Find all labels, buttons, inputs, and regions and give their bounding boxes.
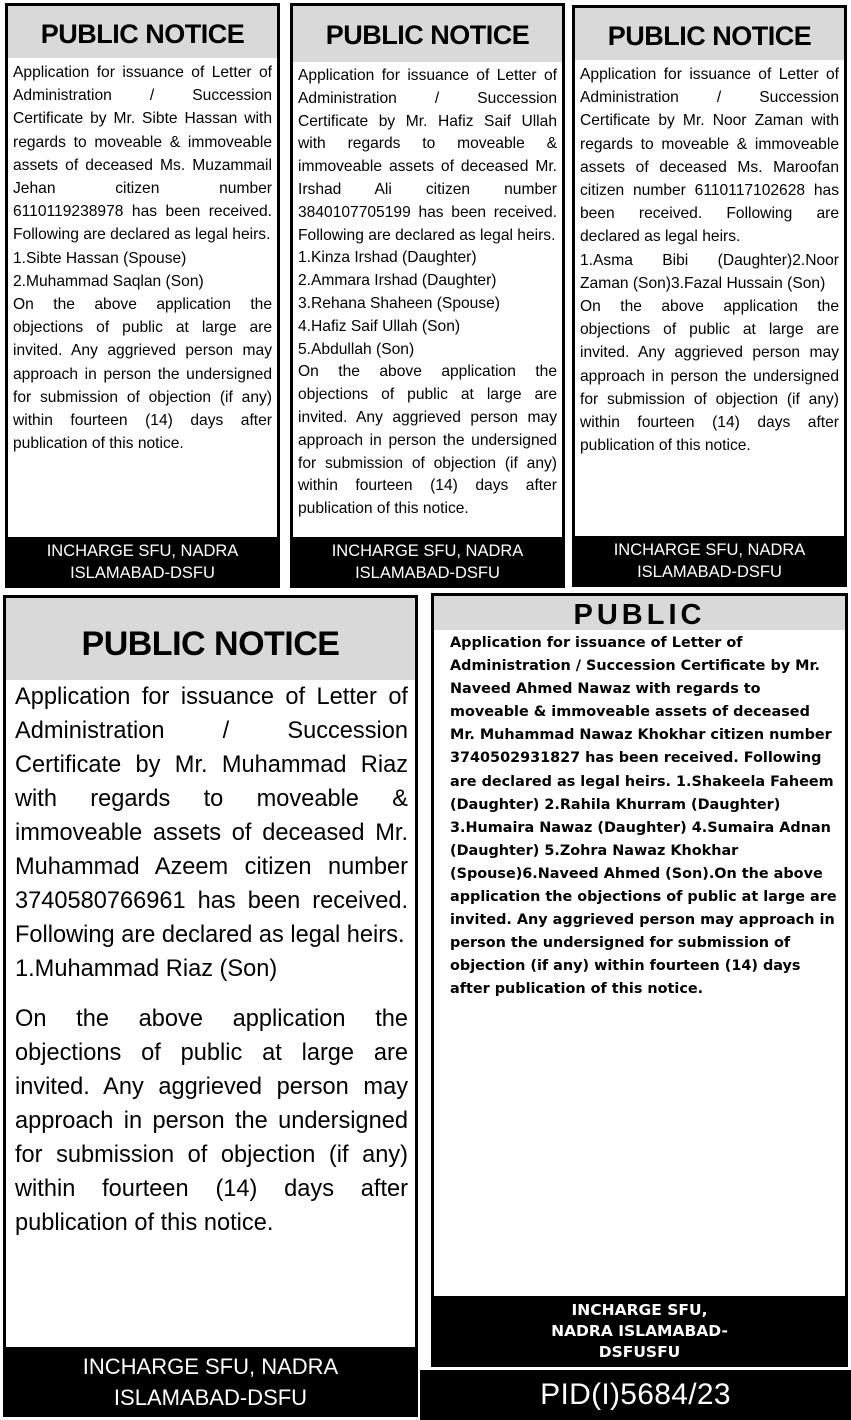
footer-line: DSFUSFU: [598, 1343, 681, 1361]
notice-footer: [293, 537, 562, 585]
notice-title: PUBLIC: [434, 596, 845, 630]
heir-item: 2.Muhammad Saqlan (Son): [13, 272, 204, 290]
notice-title: PUBLIC NOTICE: [8, 6, 277, 58]
footer-line: INCHARGE SFU, NADRA: [82, 1354, 339, 1379]
notice-closing: On the above application the objections of public at large are invited. Any aggrieved person may approach in person the undersigned for submission of objection (if any) within fourteen (14) days after publication of this notice.: [298, 363, 557, 518]
footer-line: INCHARGE SFU, NADRA: [613, 541, 806, 559]
notice-title: PUBLIC NOTICE: [293, 6, 562, 62]
public-notice-1: [5, 3, 280, 588]
footer-line: ISLAMABAD-DSFU: [355, 564, 500, 582]
footer-line: ISLAMABAD-DSFU: [70, 564, 215, 582]
notice-text: Application for issuance of Letter of Administration / Succession Certificate by Mr. Sibte Hassan with regards to moveable & immoveable assets of deceased Ms. Muzammail Jehan citizen number 6110119238978 has been received. Following are declared as legal heirs.: [13, 64, 272, 244]
heir-item: 2.Ammara Irshad (Daughter): [298, 272, 497, 290]
footer-line: INCHARGE SFU,: [571, 1301, 708, 1319]
notice-body: [434, 630, 845, 1296]
notice-closing: On the above application the objections of public at large are invited. Any aggrieved person may approach in person the undersigned for submission of objection (if any) within fourteen (14) days after publication of this notice.: [13, 296, 272, 453]
footer-line: ISLAMABAD-DSFU: [113, 1385, 308, 1410]
public-notice-2: [290, 3, 565, 588]
notice-footer: [6, 1347, 415, 1417]
pid-code: PID(I)5684/23: [420, 1370, 851, 1420]
heir-item: 5.Abdullah (Son): [298, 340, 415, 358]
heir-item: 4.Hafiz Saif Ullah (Son): [298, 317, 461, 335]
footer-line: ISLAMABAD-DSFU: [637, 563, 782, 581]
notice-text: Application for issuance of Letter of Administration / Succession Certificate by Mr. Noor Zaman with regards to moveable & immoveable assets of deceased Ms. Maroofan citizen number 6110117102628 has been received. Following are declared as legal heirs.: [580, 66, 839, 246]
public-notice-3: [572, 5, 847, 587]
heir-item: 1.Sibte Hassan (Spouse): [13, 249, 187, 267]
notice-body: [8, 58, 277, 537]
notice-body: [6, 680, 415, 1347]
notice-footer: [434, 1296, 845, 1364]
notice-title: PUBLIC NOTICE: [6, 598, 415, 680]
heir-item: 1.Kinza Irshad (Daughter): [298, 249, 477, 267]
heir-item: 3.Rehana Shaheen (Spouse): [298, 294, 501, 312]
notice-body: [293, 62, 562, 537]
notice-title: PUBLIC NOTICE: [575, 8, 844, 60]
footer-line: INCHARGE SFU, NADRA: [46, 542, 239, 560]
notice-closing: On the above application the objections of public at large are invited. Any aggrieved person may approach in person the undersigned for submission of objection (if any) within fourteen (14) days after publication of this notice.: [580, 298, 839, 455]
public-notice-5: [431, 593, 848, 1367]
notice-footer: [8, 537, 277, 585]
footer-line: NADRA ISLAMABAD-: [551, 1322, 728, 1340]
notice-text: Application for issuance of Letter of Administration / Succession Certificate by Mr. Hafiz Saif Ullah with regards to moveable & immoveable assets of deceased Mr. Irshad Ali citizen number 3840107705199 has been received. Following are declared as legal heirs.: [298, 67, 557, 244]
notice-text: Application for issuance of Letter of Administration / Succession Certificate by Mr. Muhammad Riaz with regards to moveable & immoveable assets of deceased Mr. Muhammad Azeem citizen number 3740580766961 has been received. Following are declared as legal heirs.: [15, 684, 408, 948]
heir-item: 1.Muhammad Riaz (Son): [15, 956, 278, 982]
public-notice-4: [3, 595, 418, 1417]
footer-line: INCHARGE SFU, NADRA: [331, 542, 524, 560]
notice-body: [575, 60, 844, 536]
heirs-text: 1.Asma Bibi (Daughter)2.Noor Zaman (Son)3.Fazal Hussain (Son): [580, 251, 839, 292]
notice-text: Application for issuance of Letter of Administration / Succession Certificate by Mr. Naveed Ahmed Nawaz with regards to moveable & immoveable assets of deceased Mr. Muhammad Nawaz Khokhar citizen number 3740502931827 has been received. Following are declared as legal heirs. 1.Shakeela Faheem (Daughter) 2.Rahila Khurram (Daughter) 3.Humaira Nawaz (Daughter) 4.Sumaira Adnan (Daughter) 5.Zohra Nawaz Khokhar (Spouse)6.Naveed Ahmed (Son).On the above application the objections of public at large are invited. Any aggrieved person may approach in person the undersigned for submission of objection (if any) within fourteen (14) days after publication of this notice.: [450, 635, 837, 998]
notice-closing: On the above application the objections of public at large are invited. Any aggrieved person may approach in person the undersigned for submission of objection (if any) within fourteen (14) days after publication of this notice.: [15, 1006, 408, 1236]
notice-footer: [575, 536, 844, 584]
